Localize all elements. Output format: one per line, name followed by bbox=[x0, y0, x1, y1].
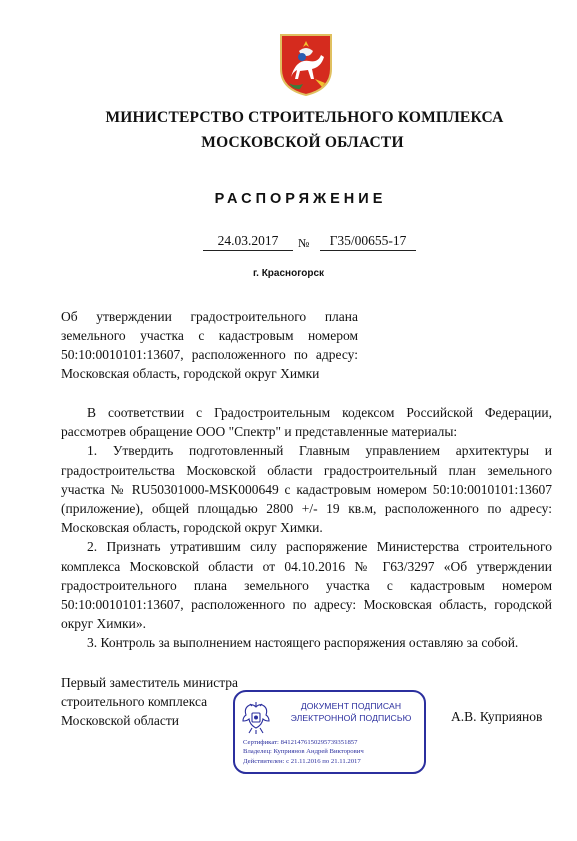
document-date: 24.03.2017 bbox=[203, 233, 293, 251]
ministry-name-line2: МОСКОВСКОЙ ОБЛАСТИ bbox=[201, 134, 404, 151]
document-body bbox=[61, 403, 552, 653]
ministry-name-line1: МИНИСТЕРСТВО СТРОИТЕЛЬНОГО КОМПЛЕКСА bbox=[105, 109, 504, 126]
stamp-title-line1: ДОКУМЕНТ ПОДПИСАН bbox=[300, 701, 402, 711]
signatory-title-line2: строительного комплекса bbox=[61, 694, 208, 709]
body-item-3: 3. Контроль за выполнением настоящего распоряжения оставляю за собой. bbox=[87, 635, 519, 651]
stamp-title-line2: ЭЛЕКТРОННОЙ ПОДПИСЬЮ bbox=[290, 713, 412, 723]
eagle-icon bbox=[240, 701, 272, 735]
signatory-title-line3: Московской области bbox=[61, 713, 180, 728]
stamp-validity: Действителен: с 21.11.2016 по 21.11.2017 bbox=[243, 757, 361, 765]
document-number: Г35/00655-17 bbox=[320, 233, 416, 251]
city-label: г. Красногорск bbox=[252, 268, 325, 279]
body-intro: В соответствии с Градостроительным кодексом Российской Федерации, рассмотрев обращение ООО "Спектр" и представленные материалы: bbox=[61, 405, 552, 440]
stamp-certificate: Сертификат: 84121476150295739351857 bbox=[243, 739, 358, 746]
stamp-details bbox=[243, 738, 423, 766]
document-subject: Об утверждении градостроительного плана земельного участка с кадастровым номером 50:10:0010101:13607, расположенного по адресу: Московская область, городской округ Химки bbox=[61, 309, 358, 381]
signatory-title-line1: Первый заместитель министра bbox=[61, 675, 239, 690]
body-item-1: 1. Утвердить подготовленный Главным управлением архитектуры и градостроительства Московской области градостроительный план земельного участка № RU50301000-MSK000649 с кадастровым номером 50:10:0010101:13607 (приложение), общей площадью 2800 +/- 19 кв.м, расположенного по адресу: Московская область, городской округ Химки. bbox=[61, 443, 552, 536]
document-type-title: РАСПОРЯЖЕНИЕ bbox=[214, 191, 387, 207]
electronic-signature-stamp bbox=[233, 690, 426, 774]
body-item-2: 2. Признать утратившим силу распоряжение Министерства строительного комплекса Московской области от 04.10.2016 № Г63/3297 «Об утверждении градостроительного плана земельного участка с кадастровым номером 50:10:0010101:13607, расположенного по адресу: Московская область, городской округ Химки». bbox=[61, 539, 552, 632]
signatory-name: А.В. Куприянов bbox=[451, 709, 543, 724]
number-sign: № bbox=[298, 236, 310, 250]
stamp-owner: Владелец: Куприянов Андрей Викторович bbox=[243, 748, 364, 756]
coat-of-arms-icon bbox=[277, 33, 335, 97]
